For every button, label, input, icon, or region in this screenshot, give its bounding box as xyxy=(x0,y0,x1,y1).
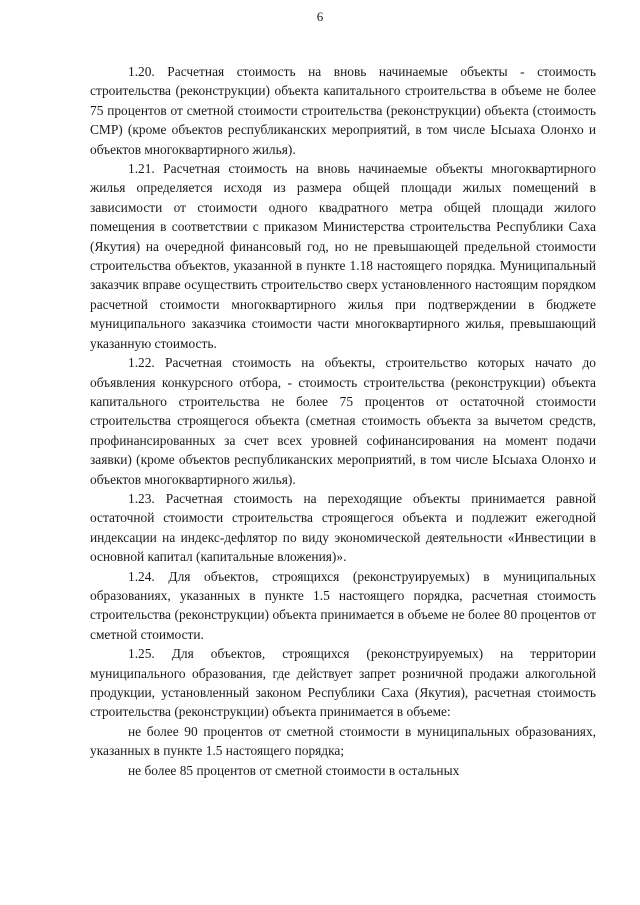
paragraph-1-22: 1.22. Расчетная стоимость на объекты, строительство которых начато до объявления конкурсного отбора, - стоимость строительства (реконструкции) объекта капитального строительства не более 75 процентов от остаточной стоимости строительства строящегося объекта (сметная стоимость объекта за вычетом средств, профинансированных за счет всех уровней софинансирования на момент подачи заявки) (кроме объектов республиканских мероприятий, в том числе Ысыаха Олонхо и объектов многоквартирного жилья). xyxy=(90,355,596,487)
paragraph-1-20: 1.20. Расчетная стоимость на вновь начинаемые объекты - стоимость строительства (реконструкции) объекта капитального строительства в объеме не более 75 процентов от сметной стоимости строительства (реконструкции) объекта (стоимость СМР) (кроме объектов республиканских мероприятий, в том числе Ысыаха Олонхо и объектов многоквартирного жилья). xyxy=(90,64,596,157)
page-number: 6 xyxy=(316,9,324,24)
paragraph-1-21: 1.21. Расчетная стоимость на вновь начинаемые объекты многоквартирного жилья определяется исходя из размера общей площади жилых помещений в зависимости от стоимости одного квадратного метра общей площади жилого помещения в соответствии с приказом Министерства строительства Республики Саха (Якутия) на очередной финансовый год, но не превышающей предельной стоимости строительства объектов, указанной в пункте 1.18 настоящего порядка. Муниципальный заказчик вправе осуществить строительство сверх установленного настоящим порядком расчетной стоимости многоквартирного жилья при подтверждении в бюджете муниципального заказчика стоимости части многоквартирного жилья, превышающий указанную стоимость. xyxy=(90,161,596,351)
list-item-85-percent: не более 85 процентов от сметной стоимости в остальных xyxy=(128,762,460,778)
paragraph-1-25: 1.25. Для объектов, строящихся (реконструируемых) на территории муниципального образования, где действует запрет розничной продажи алкогольной продукции, установленный законом Республики Саха (Якутия), расчетная стоимость строительства (реконструкции) объекта принимается в объеме: xyxy=(90,646,596,720)
paragraph-1-23: 1.23. Расчетная стоимость на переходящие объекты принимается равной остаточной стоимости строительства строящегося объекта и подлежит ежегодной индексации на индекс-дефлятор по виду экономической деятельности «Инвестиции в основной капитал (капитальные вложения)». xyxy=(90,490,596,565)
list-item-90-percent: не более 90 процентов от сметной стоимости в муниципальных образованиях, указанных в пункте 1.5 настоящего порядка; xyxy=(90,723,596,759)
paragraph-1-24: 1.24. Для объектов, строящихся (реконструируемых) в муниципальных образованиях, указанных в пункте 1.5 настоящего порядка, расчетная стоимость строительства (реконструкции) объекта принимается в объеме не более 80 процентов от сметной стоимости. xyxy=(90,568,596,642)
document-body xyxy=(90,62,596,780)
